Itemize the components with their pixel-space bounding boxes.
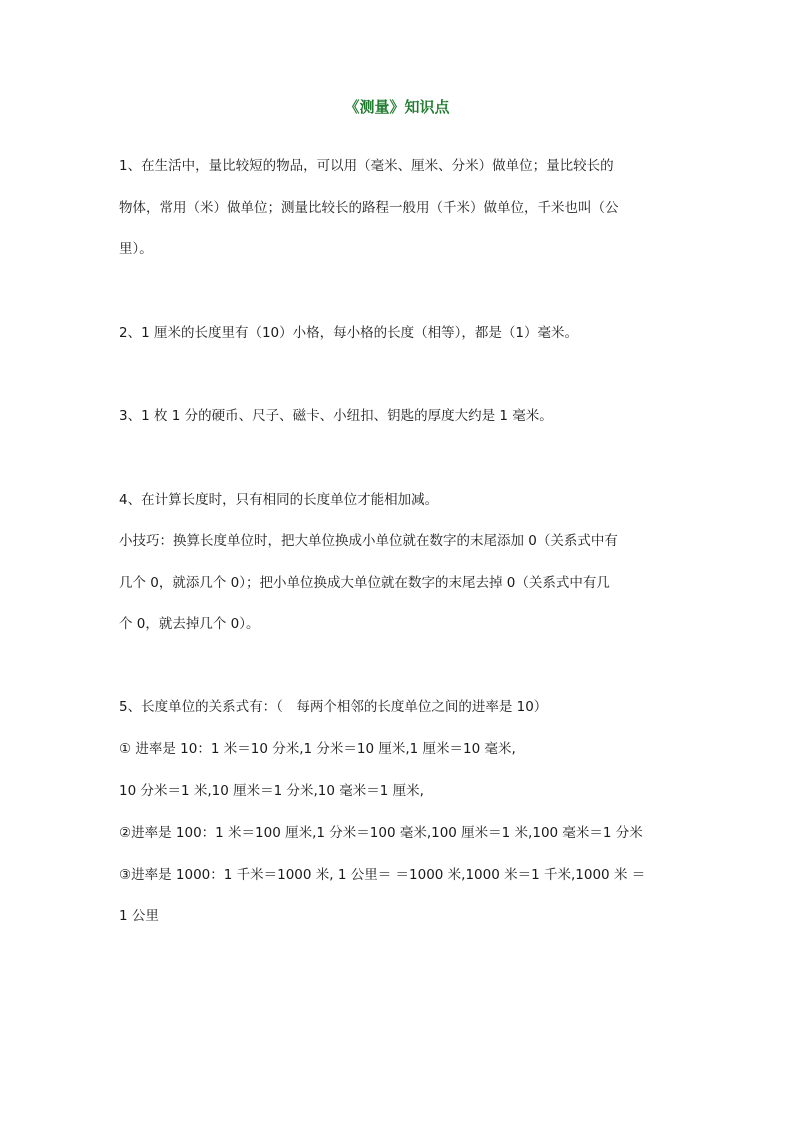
section-1-line-2: 物体，常用（米）做单位；测量比较长的路程一般用（千米）做单位，千米也叫（公 [119, 200, 619, 216]
section-1-line-1: 1、在生活中，量比较短的物品，可以用（毫米、厘米、分米）做单位；量比较长的 [119, 158, 614, 174]
section-4-line-4: 个 0，就去掉几个 0）。 [119, 616, 260, 632]
page-title: 《测量》知识点 [344, 98, 450, 116]
section-2-line-1: 2、1 厘米的长度里有（10）小格，每小格的长度（相等），都是（1）毫米。 [119, 325, 578, 341]
section-3-line-1: 3、1 枚 1 分的硬币、尺子、磁卡、小纽扣、钥匙的厚度大约是 1 毫米。 [119, 408, 553, 424]
section-5-line-5: ③进率是 1000：1 千米＝1000 米, 1 公里＝ ＝1000 米,1000 米＝1 千米,1000 米 ＝ [119, 867, 646, 883]
section-4-line-3: 几个 0，就添几个 0）；把小单位换成大单位就在数字的末尾去掉 0（关系式中有几 [119, 575, 610, 591]
section-5-line-4: ②进率是 100：1 米＝100 厘米,1 分米＝100 毫米,100 厘米＝1 米,100 毫米＝1 分米 [119, 825, 643, 841]
section-4-line-1: 4、在计算长度时，只有相同的长度单位才能相加减。 [119, 492, 439, 508]
section-5-line-1: 5、长度单位的关系式有：（ 每两个相邻的长度单位之间的进率是 10） [119, 699, 548, 715]
section-5-line-2: ① 进率是 10：1 米＝10 分米,1 分米＝10 厘米,1 厘米＝10 毫米, [119, 741, 516, 757]
section-5-line-3: 10 分米＝1 米,10 厘米＝1 分米,10 毫米＝1 厘米, [119, 783, 424, 799]
section-4-line-2: 小技巧：换算长度单位时，把大单位换成小单位就在数字的末尾添加 0（关系式中有 [119, 533, 618, 549]
section-1-line-3: 里）。 [119, 241, 153, 257]
section-5-line-6: 1 公里 [119, 908, 159, 924]
